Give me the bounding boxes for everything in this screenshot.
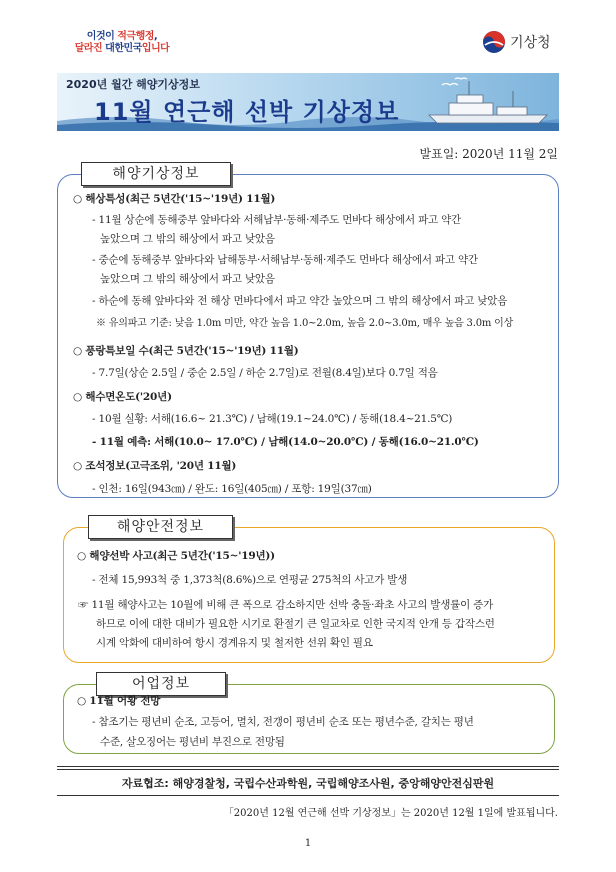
list-item: - 하순에 동해 앞바다와 전 해상 먼바다에서 파고 약간 높았으며 그 밖의 해상에서 파고 낮았음: [92, 295, 508, 307]
next-issue-notice: 「2020년 12월 연근해 선박 기상정보」는 2020년 12월 1일에 발표됩니다.: [223, 808, 558, 819]
publication-date: 발표일: 2020년 11월 2일: [419, 147, 558, 161]
note-item: ※ 유의파고 기준: 낮음 1.0m 미만, 약간 높음 1.0~2.0m, 높음 2.0~3.0m, 매우 높음 3.0m 이상: [96, 318, 514, 329]
slogan-text: 이것이: [86, 31, 118, 42]
page-number: 1: [304, 838, 312, 849]
list-item: 시계 악화에 대비하여 항시 경계유지 및 철저한 선위 확인 필요: [96, 637, 373, 649]
slogan-text: 적극행정: [117, 31, 154, 42]
list-item: 수준, 살오징어는 평년비 부진으로 전망됨: [100, 736, 285, 748]
divider: [57, 795, 559, 796]
list-item: 하므로 이에 대한 대비가 필요한 시기로 환절기 큰 일교차로 인한 국지적 안개 등 갑작스런: [96, 618, 495, 630]
list-item: - 11월 예측: 서해(10.0~ 17.0℃) / 남해(14.0~20.0℃) / 동해(16.0~21.0℃): [92, 436, 479, 448]
list-item: - 7.7일(상순 2.5일 / 중순 2.5일 / 하순 2.7일)로 전월(8.4일)보다 0.7일 적음: [92, 367, 438, 379]
page-title: 11월 연근해 선박 기상정보: [94, 98, 400, 126]
divider: [57, 766, 559, 767]
list-item: - 전체 15,993척 중 1,373척(8.6%)으로 연평균 275척의 사고가 발생: [92, 574, 408, 586]
list-item: ○ 해양선박 사고(최근 5년간('15~'19년)): [77, 550, 275, 562]
list-item: 높았으며 그 밖의 해상에서 파고 낮았음: [100, 233, 275, 245]
slogan-logo: [72, 31, 172, 55]
list-item: - 중순에 동해중부 앞바다와 남해동부·서해남부·동해·제주도 먼바다 해상에서 파고 약간: [92, 254, 478, 266]
list-item: ○ 조석정보(고극조위, '20년 11월): [73, 460, 237, 472]
slogan-text: ,: [153, 31, 158, 42]
fishery-tab: 어업정보: [96, 672, 226, 696]
list-item: ○ 11월 어황 전망: [77, 695, 161, 707]
list-item: ○ 해상특성(최근 5년간('15~'19년) 11월): [73, 193, 276, 205]
list-item: ○ 풍랑특보일 수(최근 5년간('15~'19년) 11월): [73, 345, 299, 357]
kma-emblem-icon: [482, 30, 506, 54]
list-item: - 참조기는 평년비 순조, 고등어, 멸치, 전갱이 평년비 순조 또는 평년수준, 갈치는 평년: [92, 716, 474, 728]
slogan-text: 달라진: [74, 43, 106, 54]
slogan-text: 입니다: [141, 43, 170, 54]
kma-logo: [482, 30, 551, 54]
list-item: ☞ 11월 해양사고는 10월에 비해 큰 폭으로 감소하지만 선박 충돌·좌초 사고의 발생률이 증가: [78, 599, 494, 611]
list-item: - 인천: 16일(943㎝) / 완도: 16일(405㎝) / 포항: 19일(37㎝): [92, 483, 372, 495]
list-item: ○ 해수면온도('20년): [73, 391, 172, 403]
marine-weather-tab: 해양기상정보: [81, 162, 231, 186]
list-item: 높았으며 그 밖의 해상에서 파고 낮았음: [100, 273, 275, 285]
slogan-text: 대한민국: [105, 43, 142, 54]
marine-safety-tab: 해양안전정보: [88, 515, 233, 539]
divider: [57, 769, 559, 770]
list-item: - 11월 상순에 동해중부 앞바다와 서해남부·동해·제주도 먼바다 해상에서 파고 약간: [92, 214, 461, 226]
list-item: - 10월 실황: 서해(16.6~ 21.3℃) / 남해(19.1~24.0℃) / 동해(18.4~21.5℃): [92, 413, 453, 425]
banner-subtitle: 2020년 월간 해양기상정보: [66, 78, 200, 91]
agency-name: 기상청: [510, 35, 551, 51]
data-source: 자료협조: 해양경찰청, 국립수산과학원, 국립해양조사원, 중앙해양안전심판원: [121, 777, 495, 790]
